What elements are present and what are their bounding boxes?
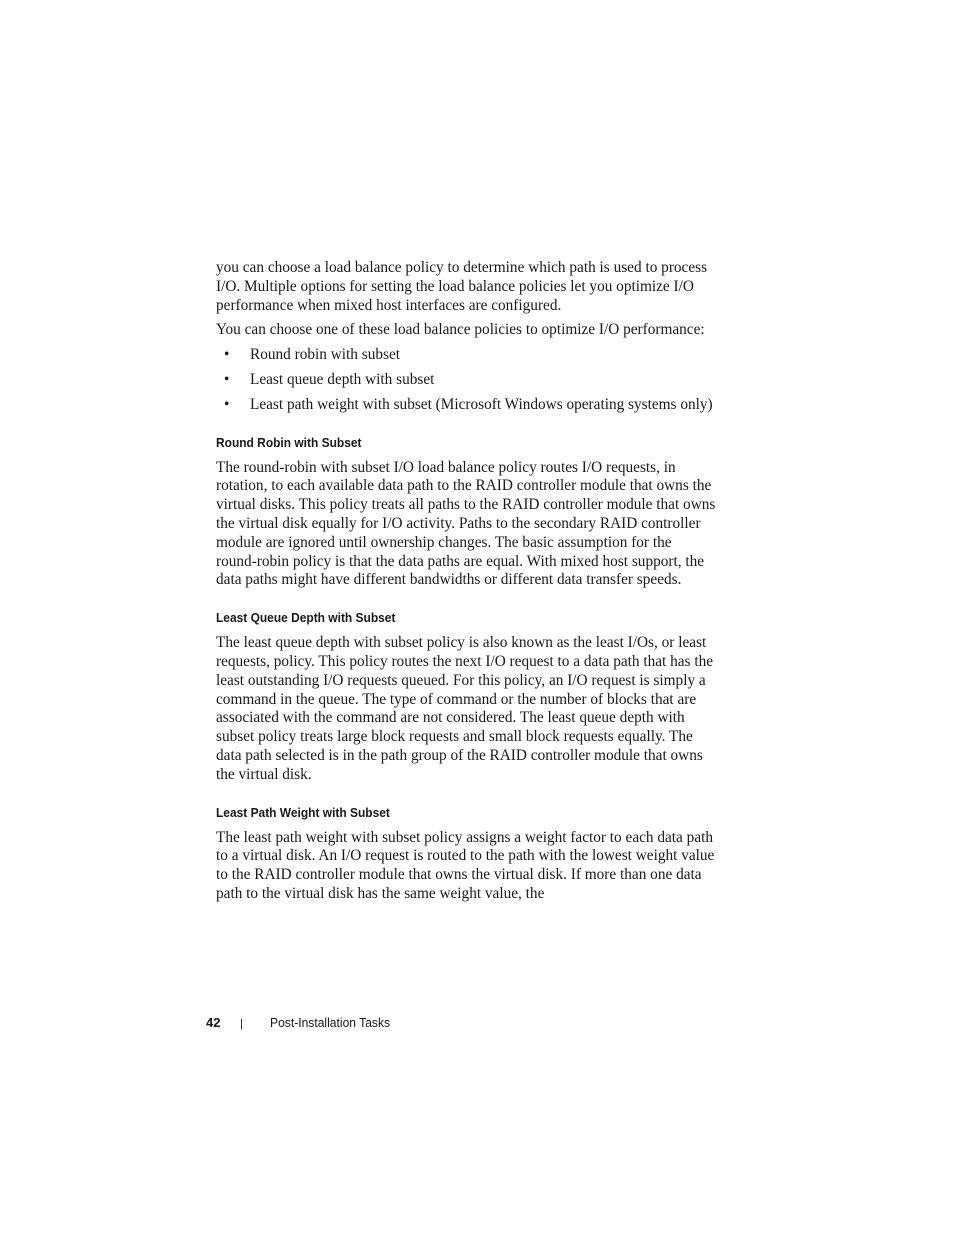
list-item-text: Least path weight with subset (Microsoft Windows operating systems only) xyxy=(250,395,713,413)
intro-paragraph: you can choose a load balance policy to determine which path is used to process I/O. Multiple options for setting the load balance policies let you optimize I/O performance when mixed host interfaces are configured. xyxy=(216,259,708,314)
section-heading: Round Robin with Subset xyxy=(216,434,362,450)
section-body: The least path weight with subset policy assigns a weight factor to each data path to a virtual disk. An I/O request is routed to the path with the lowest weight value to the RAID controller module that owns the virtual disk. If more than one data path to the virtual disk has the same weight value, the xyxy=(216,828,715,902)
list-item-text: Round robin with subset xyxy=(250,346,400,364)
bullet-icon: • xyxy=(224,346,230,364)
bullet-icon: • xyxy=(224,370,230,388)
section-body: The round-robin with subset I/O load balance policy routes I/O requests, in rotation, to each available data path to the RAID controller module that owns the virtual disks. This policy treats all paths to the RAID controller module that owns the virtual disk equally for I/O activity. Paths to the secondary RAID controller module are ignored until ownership changes. The basic assumption for the round-robin policy is that the data paths are equal. With mixed host support, the data paths might have different bandwidths or different data transfer speeds. xyxy=(216,458,716,589)
footer-separator: | xyxy=(240,1018,243,1030)
page-body xyxy=(216,259,716,910)
page-number: 42 xyxy=(206,1015,221,1030)
section-heading: Least Queue Depth with Subset xyxy=(216,610,396,626)
section-body: The least queue depth with subset policy is also known as the least I/Os, or least requests, policy. This policy routes the next I/O request to a data path that has the least outstanding I/O requests queued. For this policy, an I/O request is simply a command in the queue. The type of command or the number of blocks that are associated with the command are not considered. The least queue depth with subset policy treats large block requests and small block requests equally. The data path selected is in the path group of the RAID controller module that owns the virtual disk. xyxy=(216,634,714,783)
intro-paragraph: You can choose one of these load balance policies to optimize I/O performance: xyxy=(216,321,705,339)
list-item xyxy=(216,371,716,390)
section-heading: Least Path Weight with Subset xyxy=(216,804,390,820)
policy-list xyxy=(216,346,716,414)
list-item xyxy=(216,396,716,415)
list-item-text: Least queue depth with subset xyxy=(250,370,435,388)
bullet-icon: • xyxy=(224,395,230,413)
page-footer xyxy=(206,1015,399,1032)
list-item xyxy=(216,346,716,365)
footer-section-title: Post-Installation Tasks xyxy=(270,1015,391,1030)
